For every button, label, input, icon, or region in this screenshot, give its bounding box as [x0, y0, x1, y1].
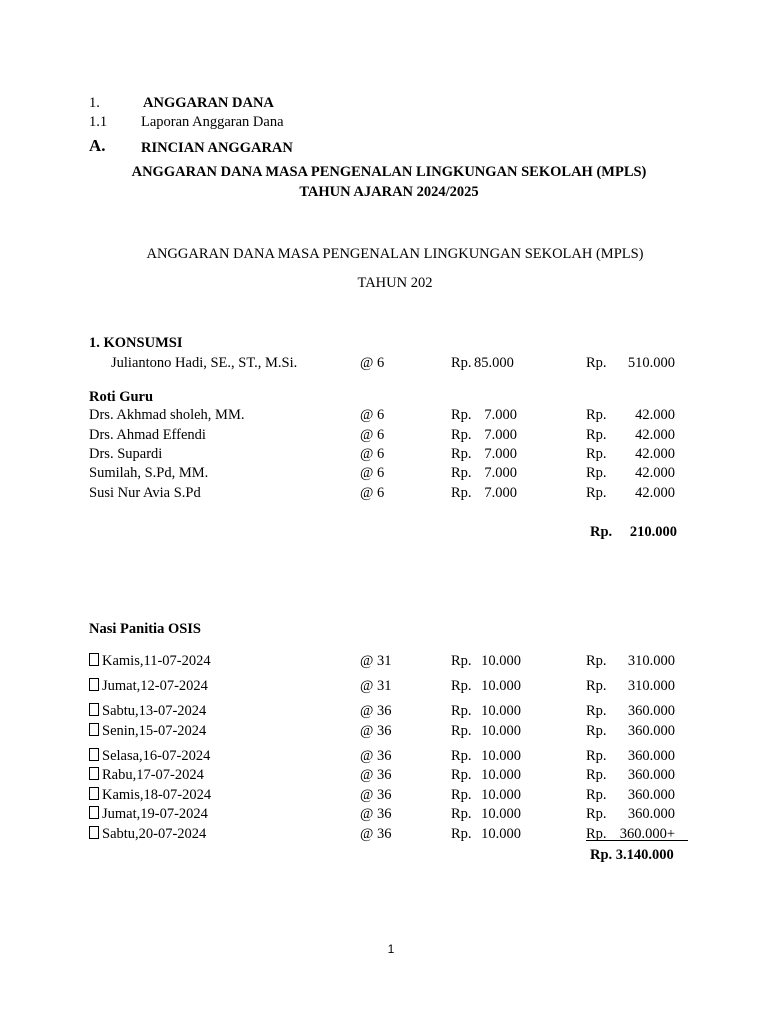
- row-name: [89, 825, 206, 843]
- heading-1-number: 1.: [89, 95, 100, 111]
- table-row: [0, 426, 768, 444]
- row-rp: Rp.: [451, 653, 472, 669]
- row-qty: @ 6: [360, 355, 385, 371]
- checkbox-glyph-icon: [89, 723, 99, 736]
- checkbox-glyph-icon: [89, 703, 99, 716]
- row-rp: Rp.: [451, 446, 472, 462]
- row-total: 360.000+: [619, 826, 675, 842]
- row-total: 510.000: [627, 355, 675, 371]
- row-qty: @ 36: [360, 787, 392, 803]
- row-price: 10.000: [481, 787, 521, 803]
- row-total: 360.000: [627, 806, 675, 822]
- row-name-text: Sabtu,20-07-2024: [102, 826, 207, 842]
- row-qty: @ 36: [360, 806, 392, 822]
- row-price: 10.000: [481, 678, 521, 694]
- row-name: Drs. Akhmad sholeh, MM.: [89, 407, 245, 423]
- title-bold-line1: ANGGARAN DANA MASA PENGENALAN LINGKUNGAN SEKOLAH (MPLS): [131, 164, 647, 180]
- row-name: [89, 652, 211, 670]
- row-rp2: Rp.: [586, 678, 607, 694]
- heading-1-label: ANGGARAN DANA: [143, 95, 274, 111]
- row-total: 360.000: [627, 703, 675, 719]
- row-rp2: Rp.: [586, 703, 607, 719]
- row-total: 42.000: [635, 465, 675, 481]
- table-row: [0, 484, 768, 502]
- row-qty: @ 36: [360, 826, 392, 842]
- row-name: [89, 805, 208, 823]
- row-rp2: Rp.: [586, 787, 607, 803]
- row-name-text: Kamis,18-07-2024: [102, 787, 212, 803]
- checkbox-glyph-icon: [89, 767, 99, 780]
- row-rp: Rp.: [451, 407, 472, 423]
- row-total: 360.000: [627, 723, 675, 739]
- table-row: [0, 722, 768, 740]
- row-name-text: Senin,15-07-2024: [102, 723, 207, 739]
- row-rp2: Rp.: [586, 465, 607, 481]
- title-plain-line2: TAHUN 202: [357, 275, 433, 291]
- title-plain-line1: ANGGARAN DANA MASA PENGENALAN LINGKUNGAN SEKOLAH (MPLS): [146, 246, 644, 262]
- row-price: 10.000: [481, 653, 521, 669]
- row-total: 360.000: [627, 787, 675, 803]
- row-name-text: Sabtu,13-07-2024: [102, 703, 207, 719]
- checkbox-glyph-icon: [89, 806, 99, 819]
- row-qty: @ 6: [360, 427, 385, 443]
- row-name-text: Rabu,17-07-2024: [102, 767, 204, 783]
- roti-subtotal: 210.000: [629, 524, 677, 540]
- row-rp: Rp.: [451, 465, 472, 481]
- row-name: Susi Nur Avia S.Pd: [89, 485, 201, 501]
- table-row: [0, 464, 768, 482]
- table-row: [0, 702, 768, 720]
- row-name: [89, 677, 208, 695]
- nasi-heading: Nasi Panitia OSIS: [89, 621, 201, 637]
- checkbox-glyph-icon: [89, 787, 99, 800]
- row-rp: Rp.: [451, 723, 472, 739]
- row-rp: Rp.: [451, 806, 472, 822]
- row-total: 360.000: [627, 767, 675, 783]
- row-rp2: Rp.: [586, 355, 607, 371]
- row-rp: Rp.: [451, 485, 472, 501]
- row-name: [89, 766, 204, 784]
- row-rp: Rp.: [451, 787, 472, 803]
- row-price: 7.000: [484, 446, 517, 462]
- row-rp2: Rp.: [586, 748, 607, 764]
- table-row: [0, 445, 768, 463]
- row-price: 7.000: [484, 485, 517, 501]
- row-rp2: Rp.: [586, 653, 607, 669]
- title-bold-line2: TAHUN AJARAN 2024/2025: [299, 184, 479, 200]
- heading-1-1-label: Laporan Anggaran Dana: [141, 114, 284, 130]
- table-row: [0, 677, 768, 695]
- row-price: 10.000: [481, 767, 521, 783]
- row-rp2: Rp.: [586, 485, 607, 501]
- heading-a-number: A.: [89, 136, 106, 155]
- row-name-text: Jumat,19-07-2024: [102, 806, 208, 822]
- row-price: 10.000: [481, 826, 521, 842]
- row-qty: @ 31: [360, 653, 392, 669]
- row-rp: Rp.: [451, 767, 472, 783]
- table-row: [0, 652, 768, 670]
- table-row: [0, 747, 768, 765]
- row-rp: Rp.: [451, 427, 472, 443]
- row-price: 7.000: [484, 407, 517, 423]
- row-price: 10.000: [481, 703, 521, 719]
- row-name-text: Kamis,11-07-2024: [102, 653, 211, 669]
- roti-subtotal-rp: Rp.: [590, 524, 613, 540]
- row-total: 42.000: [635, 485, 675, 501]
- row-qty: @ 6: [360, 446, 385, 462]
- row-qty: @ 31: [360, 678, 392, 694]
- row-rp: Rp.: [451, 748, 472, 764]
- row-name: Drs. Supardi: [89, 446, 163, 462]
- row-qty: @ 6: [360, 407, 385, 423]
- checkbox-glyph-icon: [89, 653, 99, 666]
- checkbox-glyph-icon: [89, 748, 99, 761]
- row-qty: @ 36: [360, 703, 392, 719]
- heading-1-1-number: 1.1: [89, 114, 108, 130]
- row-qty: @ 6: [360, 465, 385, 481]
- page-number: 1: [387, 942, 395, 956]
- row-name-text: Jumat,12-07-2024: [102, 678, 208, 694]
- row-qty: @ 36: [360, 748, 392, 764]
- row-rp2: Rp.: [586, 806, 607, 822]
- row-price: 10.000: [481, 748, 521, 764]
- row-rp2: Rp.: [586, 767, 607, 783]
- table-row: [0, 406, 768, 424]
- row-rp: Rp.: [451, 826, 472, 842]
- row-price: 10.000: [481, 806, 521, 822]
- row-total: 42.000: [635, 446, 675, 462]
- konsumsi-row: [0, 354, 768, 372]
- table-row: [0, 766, 768, 784]
- row-qty: @ 6: [360, 485, 385, 501]
- checkbox-glyph-icon: [89, 678, 99, 691]
- row-rp2: Rp.: [586, 407, 607, 423]
- sum-underline: [586, 840, 688, 841]
- row-total: 42.000: [635, 407, 675, 423]
- nasi-subtotal: Rp. 3.140.000: [590, 847, 674, 863]
- row-total: 42.000: [635, 427, 675, 443]
- checkbox-glyph-icon: [89, 826, 99, 839]
- row-total: 310.000: [627, 653, 675, 669]
- row-total: 310.000: [627, 678, 675, 694]
- row-qty: @ 36: [360, 723, 392, 739]
- row-name-text: Selasa,16-07-2024: [102, 748, 211, 764]
- row-name: Juliantono Hadi, SE., ST., M.Si.: [111, 355, 298, 371]
- row-price: 7.000: [484, 465, 517, 481]
- row-name: [89, 786, 211, 804]
- row-name: Sumilah, S.Pd, MM.: [89, 465, 209, 481]
- row-rp2: Rp.: [586, 826, 607, 842]
- konsumsi-heading: 1. KONSUMSI: [89, 335, 183, 351]
- row-qty: @ 36: [360, 767, 392, 783]
- table-row: [0, 805, 768, 823]
- row-price: 85.000: [474, 355, 514, 371]
- row-total: 360.000: [627, 748, 675, 764]
- row-name: [89, 702, 206, 720]
- roti-heading: Roti Guru: [89, 389, 154, 405]
- table-row: [0, 786, 768, 804]
- row-rp: Rp.: [451, 355, 472, 371]
- heading-a-label: RINCIAN ANGGARAN: [141, 140, 293, 156]
- row-price: 7.000: [484, 427, 517, 443]
- row-name: Drs. Ahmad Effendi: [89, 427, 206, 443]
- row-name: [89, 722, 206, 740]
- row-rp: Rp.: [451, 678, 472, 694]
- row-price: 10.000: [481, 723, 521, 739]
- row-name: [89, 747, 210, 765]
- row-rp2: Rp.: [586, 723, 607, 739]
- row-rp2: Rp.: [586, 446, 607, 462]
- row-rp2: Rp.: [586, 427, 607, 443]
- row-rp: Rp.: [451, 703, 472, 719]
